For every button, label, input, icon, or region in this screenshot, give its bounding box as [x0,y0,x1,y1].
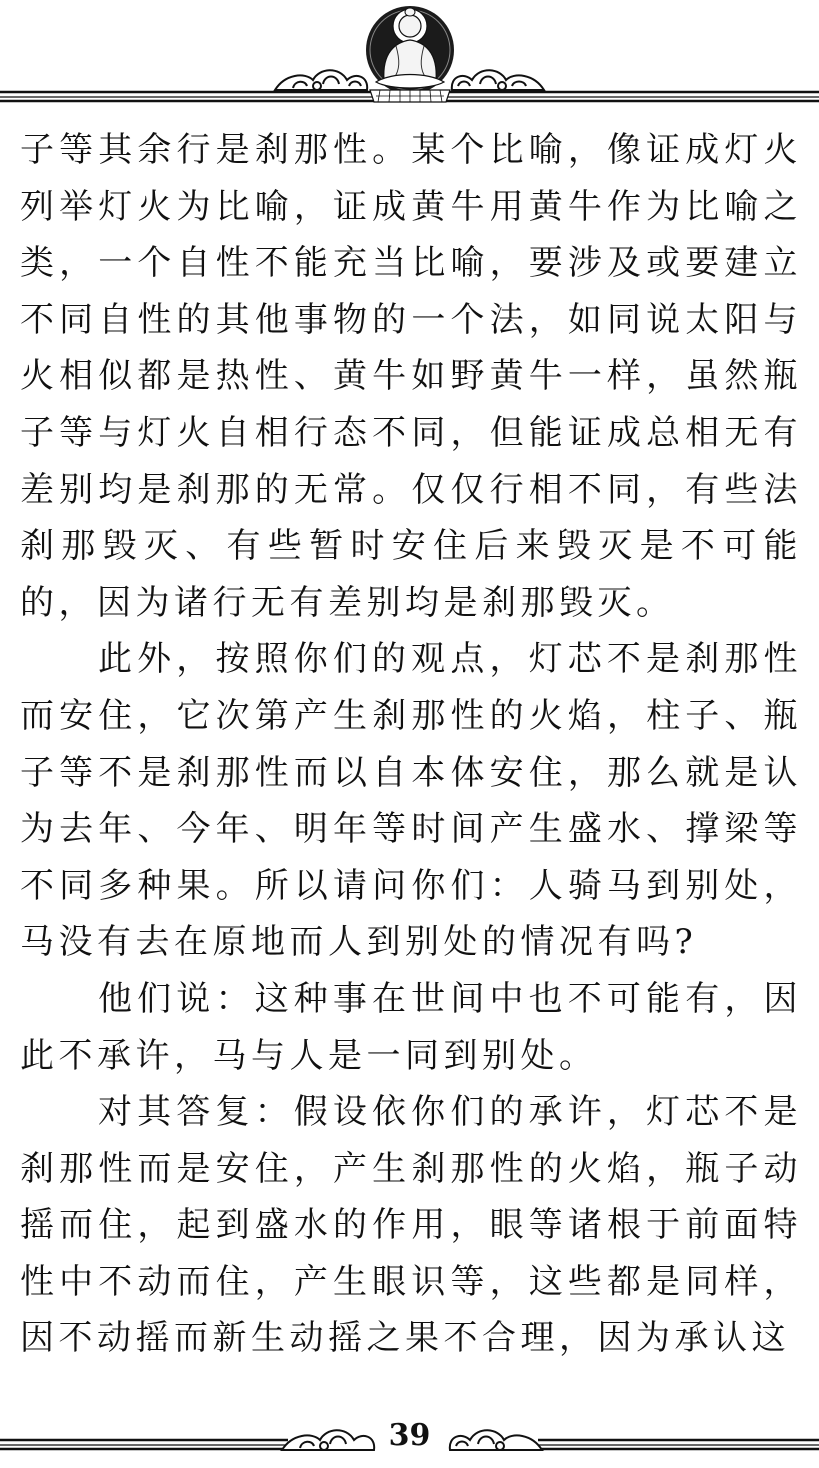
page-header [0,0,819,112]
page-body [20,122,802,1367]
header-ornament [0,0,819,112]
paragraph: 此外，按照你们的观点，灯芯不是刹那性而安住，它次第产生刹那性的火焰，柱子、瓶子等不是刹那性而以自本体安住，那么就是认为去年、今年、明年等时间产生盛水、撑梁等不同多种果。所以请问你们：人骑马到别处，马没有去在原地而人到别处的情况有吗? [20,639,802,963]
buddha-figure-icon [366,6,454,102]
page-number: 39 [388,1418,431,1453]
paragraph: 对其答复：假设依你们的承许，灯芯不是刹那性而是安住，产生刹那性的火焰，瓶子动摇而住，起到盛水的作用，眼等诸根于前面特性中不动而住，产生眼识等，这些都是同样，因不动摇而新生动摇之果不合理，因为承认这 [20,1092,802,1359]
cloud-scroll-icon [452,70,544,90]
paragraph: 他们说：这种事在世间中也不可能有，因此不承许，马与人是一同到别处。 [20,978,802,1076]
paragraph: 子等其余行是刹那性。某个比喻，像证成灯火列举灯火为比喻，证成黄牛用黄牛作为比喻之类，一个自性不能充当比喻，要涉及或要建立不同自性的其他事物的一个法，如同说太阳与火相似都是热性、黄牛如野黄牛一样，虽然瓶子等与灯火自相行态不同，但能证成总相无有差别均是刹那的无常。仅仅行相不同，有些法刹那毁灭、有些暂时安住后来毁灭是不可能的，因为诸行无有差别均是刹那毁灭。 [20,130,802,623]
cloud-scroll-icon [275,70,367,90]
